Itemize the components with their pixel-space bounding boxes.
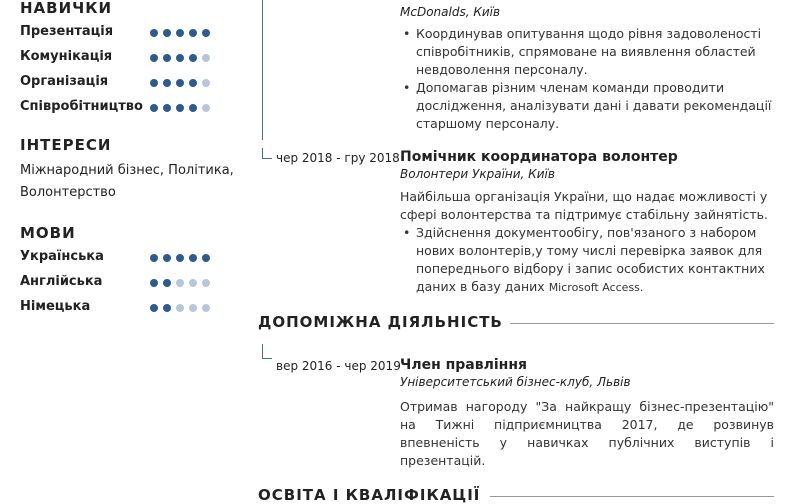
skills-heading: НАВИЧКИ <box>20 0 113 17</box>
job1-org: McDonalds, Київ <box>400 5 501 19</box>
education-heading: ОСВІТА І КВАЛІФІКАЦІЇ <box>258 486 481 504</box>
rating-dot-empty <box>202 79 210 87</box>
rating-dot-filled <box>163 29 171 37</box>
rating-dot-filled <box>189 254 197 262</box>
rating-dots <box>150 79 210 87</box>
skill-row-label: Комунікація <box>20 49 113 64</box>
interests-text: Міжнародний бізнес, Політика, Волонтерство <box>20 163 234 200</box>
skill-row <box>20 24 230 44</box>
timeline-tick <box>262 358 272 359</box>
job2-description: Найбільша організація України, що надає можливості у сфері волонтерства та підтримує стабільну зайнятість. <box>400 189 768 222</box>
additional-date: вер 2016 - чер 2019 <box>276 359 401 373</box>
rating-dot-filled <box>176 54 184 62</box>
skill-row-label: Організація <box>20 74 109 89</box>
rating-dot-empty <box>202 304 210 312</box>
job1-bullet: • Координував опитування щодо рівня задоволеності співробітників, спрямоване на виявлення областей невдоволення персоналу. <box>400 25 774 79</box>
rating-dot-filled <box>150 54 158 62</box>
job1-bullet: • Допомагав різним членам команди проводити дослідження, аналізувати дані і давати рекомендації старшому персоналу. <box>400 79 774 133</box>
languages-heading: МОВИ <box>20 224 76 242</box>
timeline-tick <box>262 158 272 159</box>
skill-row <box>20 74 230 94</box>
rating-dots <box>150 279 210 287</box>
timeline-line-3 <box>262 344 263 358</box>
rating-dot-filled <box>163 54 171 62</box>
rating-dot-filled <box>176 29 184 37</box>
rating-dot-filled <box>163 79 171 87</box>
rating-dot-filled <box>176 79 184 87</box>
additional-heading: ДОПОМІЖНА ДІЯЛЬНІСТЬ <box>258 313 503 331</box>
skill-row-label: Співробітництво <box>20 99 143 114</box>
language-row-label: Англійська <box>20 274 103 289</box>
rating-dot-filled <box>176 104 184 112</box>
rating-dot-filled <box>150 104 158 112</box>
additional-org: Університетський бізнес-клуб, Львів <box>400 375 631 389</box>
rating-dots <box>150 29 210 37</box>
rating-dot-filled <box>163 279 171 287</box>
rating-dot-filled <box>202 254 210 262</box>
rating-dot-filled <box>163 304 171 312</box>
timeline-line-2 <box>262 148 263 158</box>
rating-dots <box>150 104 210 112</box>
language-row-label: Українська <box>20 249 104 264</box>
rating-dot-filled <box>189 54 197 62</box>
rating-dot-filled <box>150 29 158 37</box>
rating-dot-filled <box>189 104 197 112</box>
rating-dot-filled <box>189 29 197 37</box>
skill-row-label: Презентація <box>20 24 114 39</box>
rating-dot-filled <box>163 254 171 262</box>
skill-row <box>20 49 230 69</box>
rating-dot-filled <box>189 79 197 87</box>
rating-dot-empty <box>176 304 184 312</box>
rating-dots <box>150 254 210 262</box>
interests-heading: ІНТЕРЕСИ <box>20 136 112 154</box>
rating-dot-empty <box>202 104 210 112</box>
job2-org: Волонтери України, Київ <box>400 167 555 181</box>
language-row <box>20 249 230 269</box>
job2-bullet-tail: Microsoft Access. <box>548 281 644 294</box>
rating-dot-filled <box>150 279 158 287</box>
rating-dot-filled <box>150 304 158 312</box>
job2-bullet <box>400 224 774 297</box>
rating-dot-empty <box>176 279 184 287</box>
rating-dot-filled <box>176 254 184 262</box>
additional-title: Член правління <box>400 357 527 373</box>
job2-bullets <box>400 224 774 297</box>
language-row-label: Німецька <box>20 299 91 314</box>
language-row <box>20 274 230 294</box>
rating-dot-empty <box>202 279 210 287</box>
timeline-line <box>262 0 263 140</box>
language-row <box>20 299 230 319</box>
rating-dots <box>150 304 210 312</box>
rating-dot-filled <box>150 79 158 87</box>
job1-bullets <box>400 25 774 133</box>
rating-dot-filled <box>202 29 210 37</box>
job2-date: чер 2018 - гру 2018 <box>276 151 400 165</box>
job2-bullet-text: Здійснення документообігу, пов'язаного з набором нових волонтерів,у тому числі перевірка заявок для попереднього відбору і запис особистих контактних даних в базу даних <box>416 225 765 294</box>
rating-dot-filled <box>150 254 158 262</box>
rating-dot-empty <box>189 279 197 287</box>
rating-dot-empty <box>202 54 210 62</box>
heading-rule <box>490 496 774 497</box>
rating-dot-filled <box>163 104 171 112</box>
heading-rule <box>510 323 774 324</box>
skill-row <box>20 99 230 119</box>
rating-dots <box>150 54 210 62</box>
job2-title: Помічник координатора волонтер <box>400 149 678 165</box>
rating-dot-empty <box>189 304 197 312</box>
additional-description: Отримав нагороду "За найкращу бізнес-презентацію" на Тижні підприємництва 2017, де розвинув впевненість у навичках публічних виступів і презентацій. <box>400 399 774 468</box>
